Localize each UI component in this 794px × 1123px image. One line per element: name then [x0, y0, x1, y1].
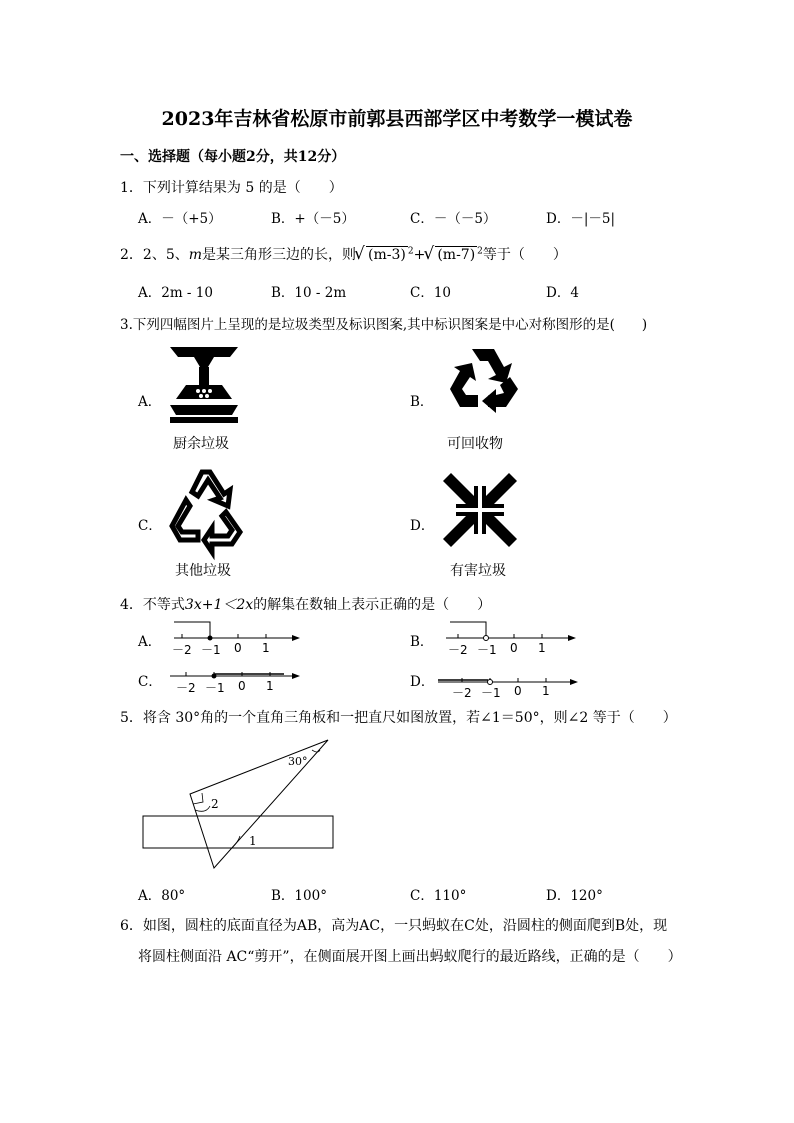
- q1-option-d[interactable]: D．－|－5|: [546, 211, 616, 227]
- q2-rad1-text: (m-3): [368, 247, 406, 263]
- q5-option-b[interactable]: B．100°: [271, 888, 327, 904]
- triangle-ruler-figure: [140, 738, 340, 872]
- recycling-icon: [442, 345, 524, 425]
- q3-option-c[interactable]: C．: [138, 518, 162, 534]
- q2-exp2: 2: [477, 246, 483, 257]
- q4-stem-post: 的解集在数轴上表示正确的是（ ）: [253, 597, 492, 613]
- q2-option-a[interactable]: A．2m - 10: [138, 285, 213, 301]
- q5-option-d[interactable]: D．120°: [546, 888, 603, 904]
- line-a-tick-2: －1: [201, 643, 221, 657]
- q2-option-d[interactable]: D．4: [546, 285, 579, 301]
- line-d-tick-3: 0: [514, 684, 522, 698]
- q3-option-d[interactable]: D．: [410, 518, 435, 534]
- q4-option-c[interactable]: C．: [138, 674, 162, 690]
- q4-option-a[interactable]: A．: [138, 634, 162, 650]
- q1-option-c[interactable]: C．－（－5）: [410, 211, 497, 227]
- q4-option-b[interactable]: B．: [410, 634, 434, 650]
- line-b-tick-4: 1: [538, 641, 546, 655]
- q4-stem-pre: 4．不等式: [120, 597, 185, 613]
- other-waste-icon: [168, 470, 244, 552]
- page-title: 2023年吉林省松原市前郭县西部学区中考数学一模试卷: [161, 108, 633, 130]
- line-c-tick-1: －2: [176, 681, 196, 695]
- q2-stem-pre: 2．2、5、: [120, 247, 189, 263]
- number-line-c: [160, 664, 300, 680]
- caption-other-waste: 其他垃圾: [175, 563, 231, 579]
- kitchen-waste-icon: [168, 345, 240, 425]
- line-c-tick-2: －1: [205, 681, 225, 695]
- caption-hazardous-waste: 有害垃圾: [450, 563, 506, 579]
- caption-recyclable: 可回收物: [447, 436, 503, 452]
- q5-option-a[interactable]: A．80°: [138, 888, 186, 904]
- q2-exp1: 2: [407, 246, 414, 257]
- angle-label-30: 30°: [288, 755, 308, 768]
- line-a-tick-3: 0: [234, 641, 242, 655]
- q1-option-a[interactable]: A．－（+5）: [138, 211, 222, 227]
- q2-radical-2: [425, 247, 477, 263]
- q2-stem-post: 等于（ ）: [482, 247, 567, 263]
- number-line-b: [436, 620, 576, 642]
- line-a-tick-1: －2: [172, 643, 192, 657]
- angle-label-1: 1: [249, 834, 257, 848]
- hazardous-waste-icon: [441, 471, 519, 549]
- line-d-tick-4: 1: [542, 684, 550, 698]
- q2-rad2-text: (m-7): [437, 247, 476, 263]
- line-a-tick-4: 1: [262, 641, 270, 655]
- q6-line-1: 6．如图，圆柱的底面直径为AB，高为AC，一只蚂蚁在C处，沿圆柱的侧面爬到B处，现: [120, 918, 668, 934]
- q5-option-c[interactable]: C．110°: [410, 888, 467, 904]
- line-d-tick-2: －1: [481, 686, 501, 700]
- q1-stem: 1．下列计算结果为 5 的是（ ）: [120, 180, 343, 196]
- line-b-tick-3: 0: [510, 641, 518, 655]
- q1-option-b[interactable]: B．+（－5）: [271, 211, 355, 227]
- q4-stem: [120, 594, 491, 614]
- q4-inequality: 3x+1＜2x: [184, 597, 254, 613]
- line-d-tick-1: －2: [452, 686, 472, 700]
- q3-option-a[interactable]: A．: [138, 394, 162, 410]
- q4-option-d[interactable]: D．: [410, 674, 435, 690]
- q2-stem: [120, 244, 567, 264]
- q6-line-2: 将圆柱侧面沿 AC“剪开”，在侧面展开图上画出蚂蚁爬行的最近路线，正确的是（ ）: [138, 949, 682, 965]
- q2-option-b[interactable]: B．10 - 2m: [271, 285, 347, 301]
- q3-option-b[interactable]: B．: [410, 394, 434, 410]
- q5-stem: 5．将含 30°角的一个直角三角板和一把直尺如图放置，若∠1＝50°，则∠2 等于（ ）: [120, 710, 677, 726]
- q2-stem-mid: 是某三角形三边的长，则: [202, 247, 357, 263]
- line-c-tick-3: 0: [238, 679, 246, 693]
- q2-option-c[interactable]: C．10: [410, 285, 452, 301]
- caption-kitchen-waste: 厨余垃圾: [173, 436, 229, 452]
- q3-stem: 3.下列四幅图片上呈现的是垃圾类型及标识图案,其中标识图案是中心对称图形的是( ): [120, 317, 648, 333]
- section-heading: 一、选择题（每小题2分，共12分）: [120, 149, 346, 165]
- q2-var: m: [188, 247, 203, 263]
- line-b-tick-1: －2: [448, 643, 468, 657]
- q2-radical-1: [356, 247, 408, 263]
- q2-plus: +: [413, 247, 426, 263]
- line-b-tick-2: －1: [477, 643, 497, 657]
- angle-label-2: 2: [211, 797, 219, 811]
- number-line-a: [160, 620, 300, 642]
- line-c-tick-4: 1: [266, 679, 274, 693]
